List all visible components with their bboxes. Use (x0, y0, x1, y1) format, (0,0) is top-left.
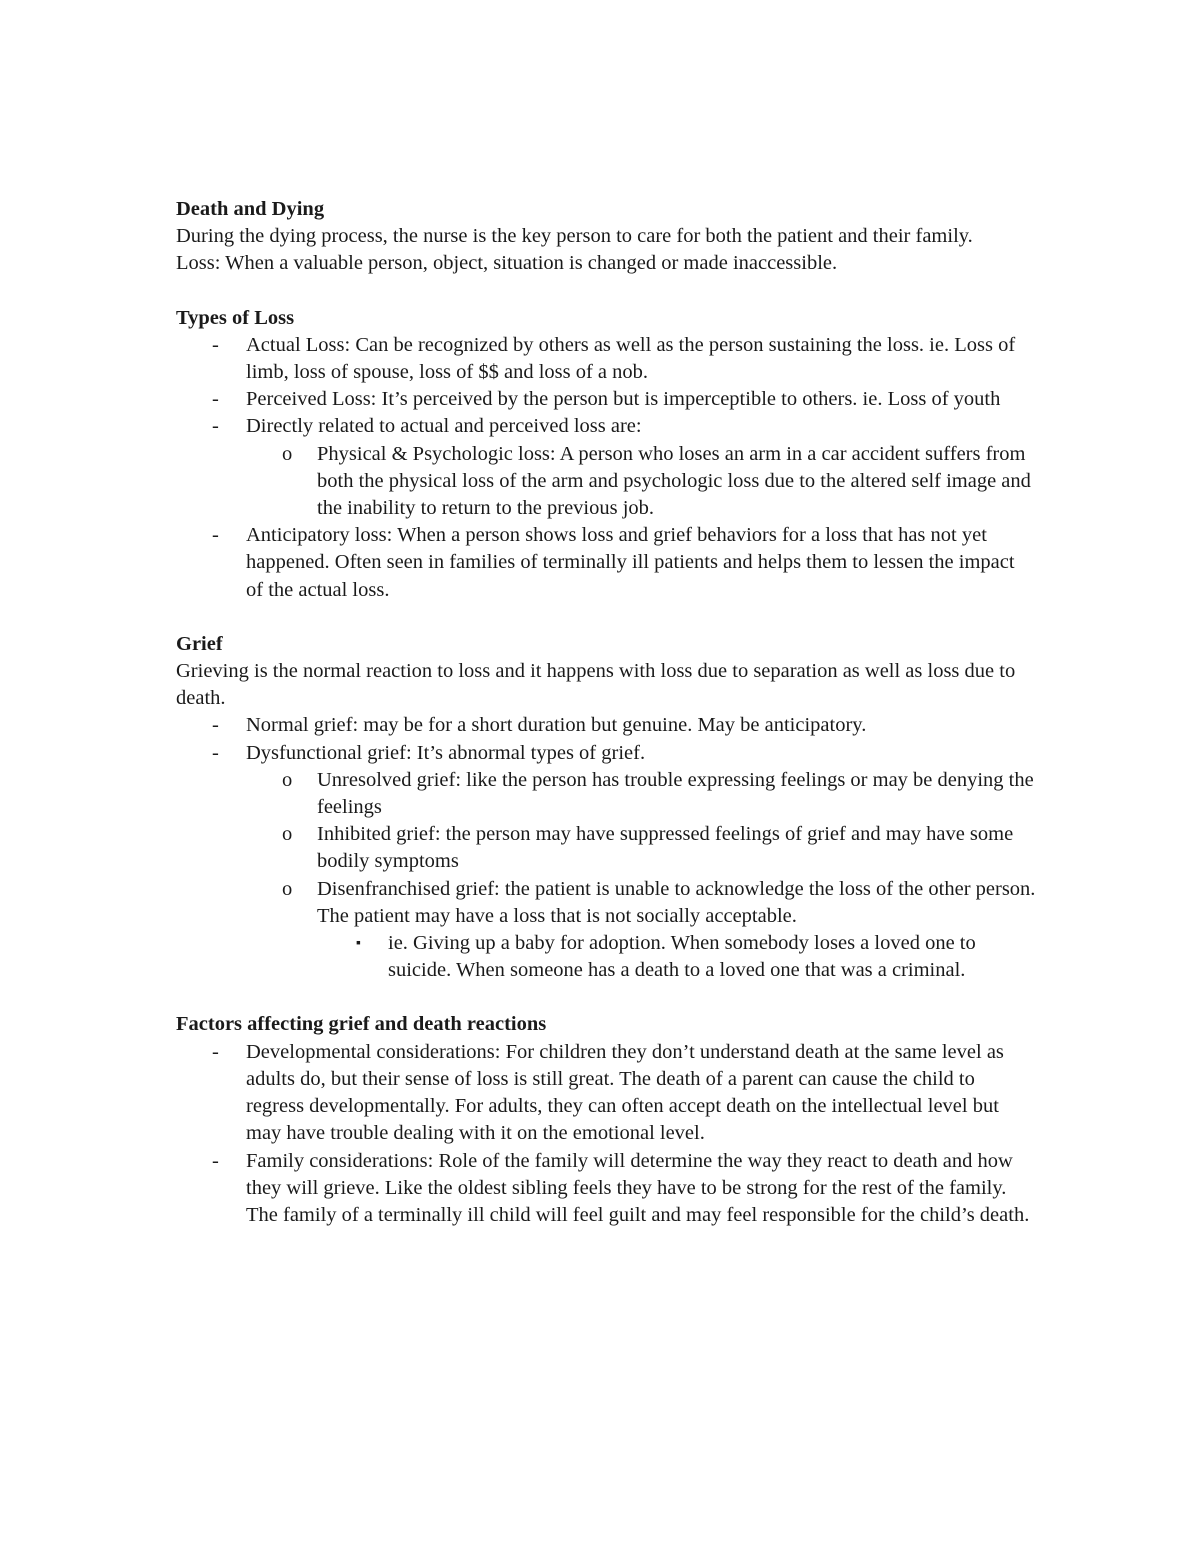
list-item-text: Physical & Psychologic loss: A person who loses an arm in a car accident suffers from both the physical loss of the arm and psychologic loss due to the altered self image and the inability to return to the previous job. (317, 442, 1031, 520)
list-item (176, 712, 1036, 739)
circle-bullet: o (282, 442, 293, 465)
circle-bullet: o (282, 768, 293, 791)
factors-heading: Factors affecting grief and death reactions (176, 1013, 547, 1036)
list-item (176, 1039, 1036, 1148)
list-item-text: Actual Loss: Can be recognized by others as well as the person sustaining the loss. ie. Loss of limb, loss of spouse, loss of $$ and loss of a nob. (246, 333, 1016, 384)
spacer (176, 984, 1036, 1011)
list-item-text: Directly related to actual and perceived loss are: (246, 415, 642, 438)
circle-bullet: o (282, 877, 293, 900)
loss-definition: Loss: When a valuable person, object, situation is changed or made inaccessible. (176, 252, 838, 275)
spacer (176, 278, 1036, 305)
grief-list (176, 712, 1036, 984)
grief-intro: Grieving is the normal reaction to loss and it happens with loss due to separation as well as loss due to death. (176, 660, 1016, 710)
list-item (176, 386, 1036, 413)
types-of-loss-list (176, 332, 1036, 604)
list-item-text: Disenfranchised grief: the patient is unable to acknowledge the loss of the other person. The patient may have a loss that is not socially acceptable. (317, 877, 1036, 927)
dash-bullet: - (212, 415, 219, 438)
list-item (176, 413, 1036, 440)
list-item-text: Perceived Loss: It’s perceived by the person but is imperceptible to others. ie. Loss of youth (246, 388, 1001, 411)
list-item (176, 332, 1036, 386)
sub-sub-list-item (176, 930, 1036, 984)
dash-bullet: - (212, 741, 219, 764)
list-item-text: Normal grief: may be for a short duration but genuine. May be anticipatory. (246, 714, 867, 737)
document-body (176, 196, 1036, 1229)
grief-heading: Grief (176, 632, 223, 655)
list-item-text: Unresolved grief: like the person has trouble expressing feelings or may be denying the feelings (317, 768, 1034, 819)
dash-bullet: - (212, 1149, 219, 1172)
types-of-loss-heading: Types of Loss (176, 306, 295, 329)
list-item (176, 522, 1036, 604)
list-item-text: Anticipatory loss: When a person shows loss and grief behaviors for a loss that has not yet happened. Often seen in families of terminally ill patients and helps them to lessen the impact of the actual loss. (246, 524, 1015, 601)
circle-bullet: o (282, 823, 293, 846)
sub-list-item (176, 767, 1036, 821)
list-item-text: Inhibited grief: the person may have suppressed feelings of grief and may have some bodily symptoms (317, 823, 1014, 873)
sub-list-item (176, 876, 1036, 930)
list-item-text: Family considerations: Role of the family will determine the way they react to death and how they will grieve. Like the oldest sibling feels they have to be strong for the rest of the family. The family of a terminally ill child will feel guilt and may feel responsible for the child’s death. (246, 1149, 1030, 1226)
list-item-text: Dysfunctional grief: It’s abnormal types of grief. (246, 741, 646, 764)
sub-list-item (176, 441, 1036, 523)
dash-bullet: - (212, 388, 219, 411)
dash-bullet: - (212, 333, 219, 356)
document-title: Death and Dying (176, 198, 325, 220)
list-item (176, 740, 1036, 767)
factors-list (176, 1039, 1036, 1229)
dash-bullet: - (212, 714, 219, 737)
dash-bullet: - (212, 524, 219, 547)
intro-paragraph: During the dying process, the nurse is the key person to care for both the patient and their family. (176, 225, 973, 248)
list-item-text: Developmental considerations: For children they don’t understand death at the same level as adults do, but their sense of loss is still great. The death of a parent can cause the child to regress developmentally. For adults, they can often accept death on the intellectual level but may have trouble dealing with it on the emotional level. (246, 1040, 1004, 1145)
list-item-text: ie. Giving up a baby for adoption. When somebody loses a loved one to suicide. When someone has a death to a loved one that was a criminal. (388, 932, 976, 982)
dash-bullet: - (212, 1040, 219, 1063)
sub-list-item (176, 821, 1036, 875)
square-bullet: ▪ (356, 936, 361, 952)
spacer (176, 604, 1036, 631)
list-item (176, 1148, 1036, 1230)
